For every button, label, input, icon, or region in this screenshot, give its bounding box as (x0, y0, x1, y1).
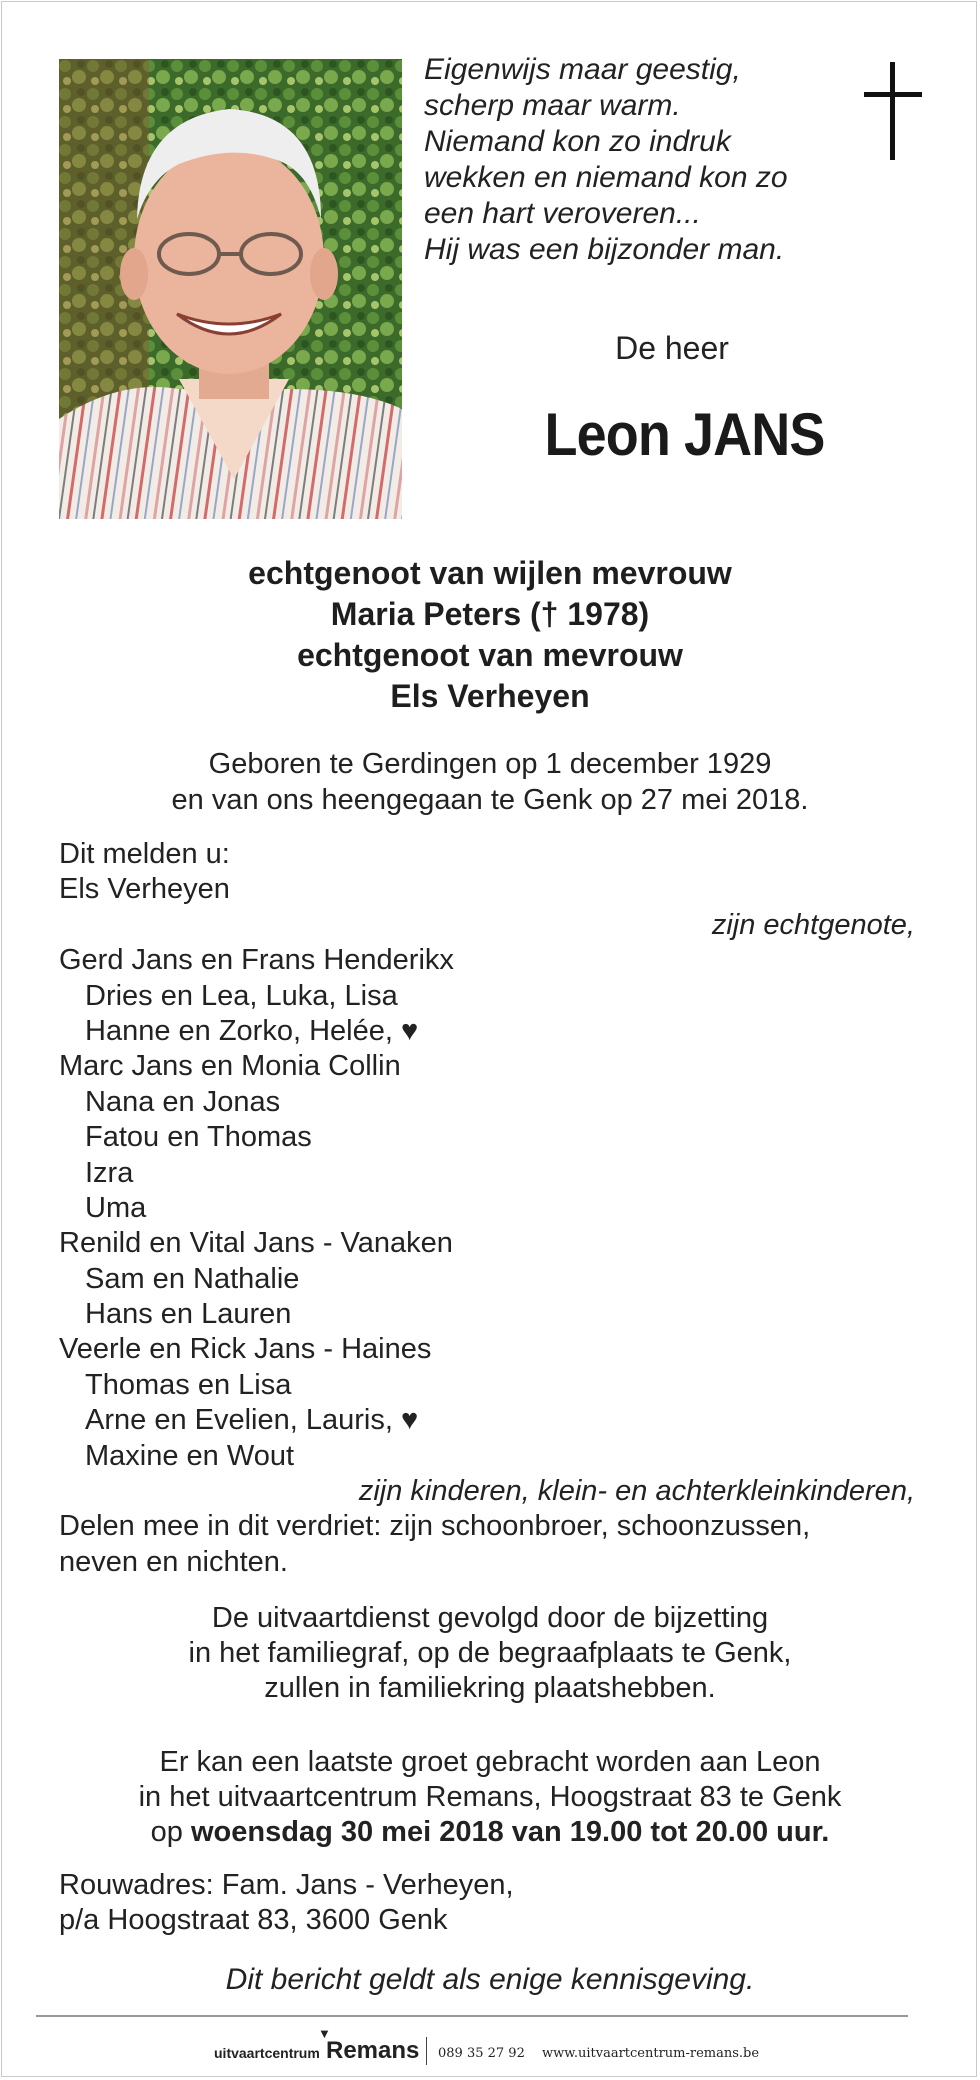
family-spouse: Els Verheyen (59, 873, 230, 906)
footer-separator (426, 2037, 427, 2065)
spouse-block (0, 553, 980, 717)
triangle-icon: ▼ (318, 2026, 331, 2041)
grandchild-line: Hanne en Zorko, Helée, ♥ (85, 1014, 419, 1047)
poem-line: wekken en niemand kon zo (424, 161, 788, 194)
grandchild-line: Dries en Lea, Luka, Lisa (85, 979, 398, 1012)
mourning-address (59, 1868, 759, 1938)
born-line: en van ons heengegaan te Genk op 27 mei 2018. (171, 784, 809, 816)
poem-line: Niemand kon zo indruk (424, 125, 731, 158)
grandchild-line: Hans en Lauren (85, 1298, 292, 1331)
service-line: in het familiegraf, op de begraafplaats te Genk, (188, 1637, 792, 1669)
visit-datetime: woensdag 30 mei 2018 van 19.00 tot 20.00 uur. (191, 1816, 830, 1848)
grandchild-line: Thomas en Lisa (85, 1368, 292, 1401)
service-line: zullen in familiekring plaatshebben. (264, 1672, 716, 1704)
footer-divider (36, 2015, 908, 2017)
grandchild-line: Nana en Jonas (85, 1085, 281, 1118)
grandchild-line: Uma (85, 1191, 147, 1224)
grandchild-line: Arne en Evelien, Lauris, ♥ (85, 1404, 419, 1437)
visit-line (0, 1815, 980, 1850)
spouse-line: echtgenoot van wijlen mevrouw (248, 555, 732, 591)
born-line: Geboren te Gerdingen op 1 december 1929 (208, 748, 772, 780)
footer-prefix: uitvaartcentrum (214, 2045, 320, 2061)
honorific: De heer (615, 330, 729, 366)
birth-death-info (0, 746, 980, 818)
children-list (59, 943, 915, 1474)
child-line: Veerle en Rick Jans - Haines (59, 1333, 432, 1366)
address-line: Rouwadres: Fam. Jans - Verheyen, (59, 1869, 514, 1901)
spouse-role: zijn echtgenote, (711, 908, 915, 941)
child-line: Marc Jans en Monia Collin (59, 1050, 401, 1083)
portrait-photo (59, 59, 402, 519)
grandchild-line: Fatou en Thomas (85, 1121, 312, 1154)
child-line: Gerd Jans en Frans Henderikx (59, 944, 454, 977)
grandchild-line: Maxine en Wout (85, 1439, 295, 1472)
children-role: zijn kinderen, klein- en achterkleinkinderen, (358, 1475, 915, 1508)
notice-text: Dit bericht geldt als enige kennisgeving. (225, 1963, 755, 1996)
deceased-name: Leon JANS (544, 401, 825, 468)
footer-phone: 089 35 27 92 (438, 2046, 525, 2061)
visit-prefix: op (150, 1816, 191, 1848)
memorial-poem (424, 52, 844, 268)
child-line: Renild en Vital Jans - Vanaken (59, 1227, 453, 1260)
cross-icon (864, 62, 922, 160)
poem-line: een hart veroveren... (424, 197, 701, 230)
grandchild-line: Izra (85, 1156, 134, 1189)
share-line: Delen mee in dit verdriet: zijn schoonbroer, schoonzussen, (59, 1510, 811, 1543)
footer-logo (210, 2027, 830, 2067)
spouse-line: Els Verheyen (390, 678, 590, 714)
poem-line: Eigenwijs maar geestig, (424, 53, 741, 86)
funeral-service-info (0, 1601, 980, 1706)
footer-brand: Remans (326, 2037, 420, 2064)
address-line: p/a Hoogstraat 83, 3600 Genk (59, 1904, 448, 1936)
visit-line: Er kan een laatste groet gebracht worden aan Leon (159, 1746, 821, 1778)
family-intro: Dit melden u: (59, 838, 230, 870)
poem-line: Hij was een bijzonder man. (424, 233, 785, 266)
poem-line: scherp maar warm. (424, 89, 681, 122)
visitation-info (0, 1745, 980, 1850)
spouse-line: Maria Peters († 1978) (330, 596, 650, 632)
family-list (59, 837, 915, 1580)
share-line: neven en nichten. (59, 1545, 288, 1578)
service-line: De uitvaartdienst gevolgd door de bijzetting (211, 1602, 769, 1634)
spouse-line: echtgenoot van mevrouw (297, 637, 683, 673)
footer-website[interactable]: www.uitvaartcentrum-remans.be (542, 2046, 760, 2061)
grandchild-line: Sam en Nathalie (85, 1262, 300, 1295)
visit-line: in het uitvaartcentrum Remans, Hoogstraat 83 te Genk (138, 1781, 842, 1813)
